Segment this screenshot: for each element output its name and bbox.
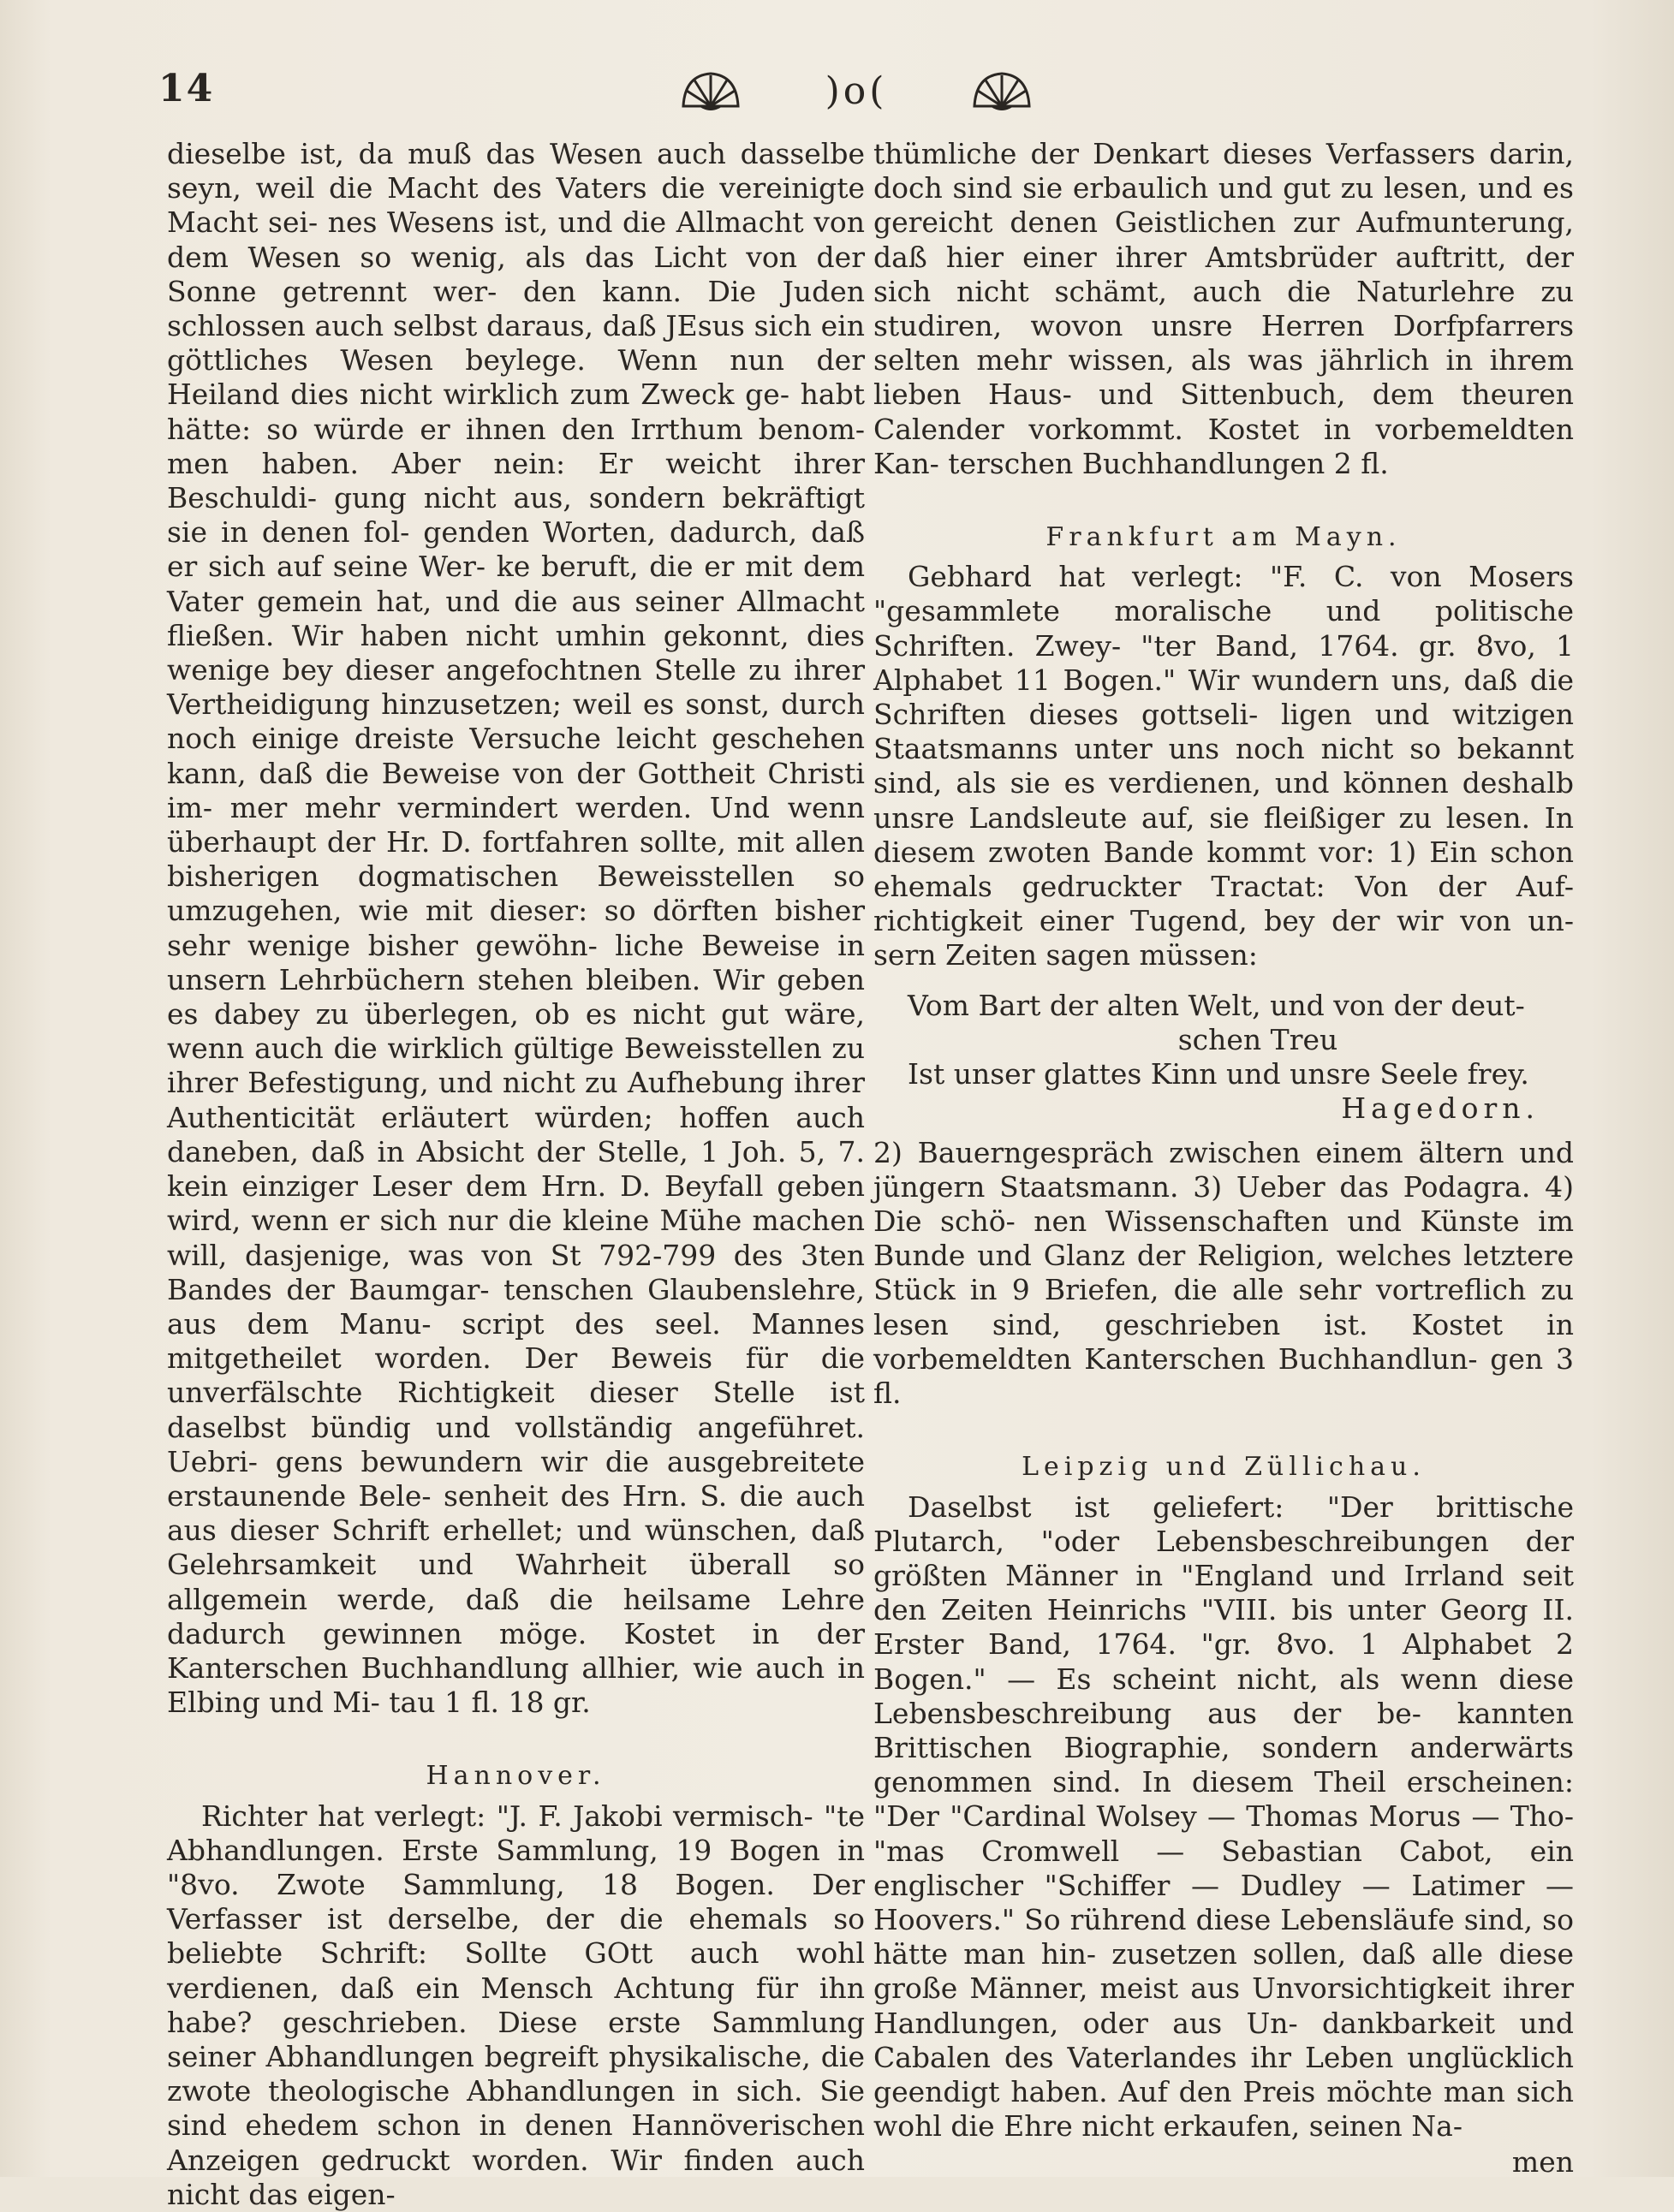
left-column — [167, 137, 865, 2212]
right-paragraph-contents: 2) Bauerngespräch zwischen einem ältern und jüngern Staatsmann. 3) Ueber das Podagra. 4) Die schö- nen Wissenschaften und Künste im Bunde und Glanz der Religion, welches letztere Stück in 9 Briefen, die alle sehr vortreflich zu lesen sind, geschrieben ist. Kostet in vorbemeldten Kanterschen Buchhandlun- gen 3 fl. — [873, 1135, 1574, 1411]
verse-line-1-continuation: schen Treu — [1177, 1022, 1338, 1056]
page-number: 14 — [158, 67, 215, 110]
left-paragraph-continuation: dieselbe ist, da muß das Wesen auch dasselbe seyn, weil die Macht des Vaters die vereinigte Macht sei- nes Wesens ist, und die Allmacht von dem Wesen so wenig, als das Licht von der Sonne getrennt wer- den kann. Die Juden schlossen auch selbst daraus, daß JEsus sich ein göttliches Wesen beylege. Wenn nun der Heiland dies nicht wirklich zum Zweck ge- habt hätte: so würde er ihnen den Irrthum benom- men haben. Aber nein: Er weicht ihrer Beschuldi- gung nicht aus, sondern bekräftigt sie in denen fol- genden Worten, dadurch, daß er sich auf seine Wer- ke beruft, die er mit dem Vater gemein hat, und die aus seiner Allmacht fließen. Wir haben nicht umhin gekonnt, dies wenige bey dieser angefochtnen Stelle zu ihrer Vertheidigung hinzusetzen; weil es sonst, durch noch einige dreiste Versuche leicht geschehen kann, daß die Beweise von der Gottheit Christi im- mer mehr vermindert werden. Und wenn überhaupt der Hr. D. fortfahren sollte, mit allen bisherigen dogmatischen Beweisstellen so umzugehen, wie mit dieser: so dörften bisher sehr wenige bisher gewöhn- liche Beweise in unsern Lehrbüchern stehen bleiben. Wir geben es dabey zu überlegen, ob es nicht gut wäre, wenn auch die wirklich gültige Beweisstellen zu ihrer Befestigung, und nicht zu Aufhebung ihrer Authenticität erläutert würden; hoffen auch daneben, daß in Absicht der Stelle, 1 Joh. 5, 7. kein einziger Leser dem Hrn. D. Beyfall geben wird, wenn er sich nur die kleine Mühe machen will, dasjenige, was von St 792-799 des 3ten Bandes der Baumgar- tenschen Glaubenslehre, aus dem Manu- script des seel. Mannes mitgetheilet worden. Der Beweis für die unverfälschte Richtigkeit dieser Stelle ist daselbst bündig und vollständig angeführet. Uebri- gens bewundern wir die ausgebreitete erstaunende Bele- senheit des Hrn. S. die auch aus dieser Schrift erhellet; und wünschen, daß Gelehrsamkeit und Wahrheit überall so allgemein werde, daß die heilsame Lehre dadurch gewinnen möge. Kostet in der Kanterschen Buchhandlung allhier, wie auch in Elbing und Mi- tau 1 fl. 18 gr. — [167, 137, 865, 1720]
verse-quote — [908, 989, 1574, 1126]
right-column — [873, 137, 1574, 2180]
right-paragraph-plutarch: Daselbst ist geliefert: "Der brittische Plutarch, "oder Lebensbeschreibungen der größten Männer in "England und Irrland seit den Zeiten Heinrichs "VIII. bis unter Georg II. Erster Band, 1764. "gr. 8vo. 1 Alphabet 2 Bogen." — Es scheint nicht, als wenn diese Lebensbeschreibung aus der be- kannten Brittischen Biographie, sondern anderwärts genommen sind. In diesem Theil erscheinen: "Der "Cardinal Wolsey — Thomas Morus — Tho- "mas Cromwell — Sebastian Cabot, ein englischer "Schiffer — Dudley — Latimer — Hoovers." So rührend diese Lebensläufe sind, so hätte man hin- zusetzen sollen, daß alle diese große Männer, meist aus Unvorsichtigkeit ihrer Handlungen, oder aus Un- dankbarkeit und Cabalen des Vaterlandes ihr Leben unglücklich geendigt haben. Auf den Preis möchte man sich wohl die Ehre nicht erkaufen, seinen Na- — [873, 1490, 1574, 2144]
catchword: men — [1511, 2145, 1574, 2179]
verse-line-2: Ist unser glattes Kinn und unsre Seele frey. — [908, 1056, 1529, 1091]
header-divider: )o( — [825, 68, 888, 113]
heading-frankfurt: Frankfurt am Mayn. — [1046, 522, 1402, 553]
right-paragraph-continuation: thümliche der Denkart dieses Verfassers darin, doch sind sie erbaulich und gut zu lesen, und es gereicht denen Geistlichen zur Aufmunterung, daß hier einer ihrer Amtsbrüder auftritt, der sich nicht schämt, auch die Naturlehre zu studiren, wovon unsre Herren Dorfpfarrers selten mehr wissen, als was jährlich in ihrem lieben Haus- und Sittenbuch, dem theuren Calender vorkommt. Kostet in vorbemeldten Kan- terschen Buchhandlungen 2 fl. — [873, 137, 1574, 480]
shell-ornament-icon — [676, 67, 745, 115]
verse-line-1: Vom Bart der alten Welt, und von der deut- — [908, 988, 1525, 1022]
header-ornament — [676, 65, 1036, 116]
left-paragraph-richter: Richter hat verlegt: "J. F. Jakobi vermisch- "te Abhandlungen. Erste Sammlung, 19 Bogen in "8vo. Zwote Sammlung, 18 Bogen. Der Verfasser ist derselbe, der die ehemals so beliebte Schrift: Sollte GOtt auch wohl verdienen, daß ein Mensch Achtung für ihn habe? geschrieben. Diese erste Sammlung seiner Abhandlungen begreift physikalische, die zwote theologische Abhandlungen in sich. Sie sind ehedem schon in denen Hannöverischen Anzeigen gedruckt worden. Wir finden auch nicht das eigen- — [167, 1799, 865, 2211]
right-paragraph-gebhard: Gebhard hat verlegt: "F. C. von Mosers "gesammlete moralische und politische Schriften. Zwey- "ter Band, 1764. gr. 8vo, 1 Alphabet 11 Bogen." Wir wundern uns, daß die Schriften dieses gottseli- ligen und witzigen Staatsmanns unter uns noch nicht so bekannt sind, als sie es verdienen, und können deshalb unsre Landsleute auf, sie fleißiger zu lesen. In diesem zwoten Bande kommt vor: 1) Ein schon ehemals gedruckter Tractat: Von der Auf- richtigkeit einer Tugend, bey der wir von un- sern Zeiten sagen müssen: — [873, 560, 1574, 972]
verse-author: Hagedorn. — [1341, 1091, 1540, 1125]
heading-leipzig: Leipzig und Züllichau. — [1022, 1452, 1426, 1483]
shell-ornament-icon — [968, 67, 1036, 115]
heading-hannover: Hannover. — [426, 1761, 606, 1792]
